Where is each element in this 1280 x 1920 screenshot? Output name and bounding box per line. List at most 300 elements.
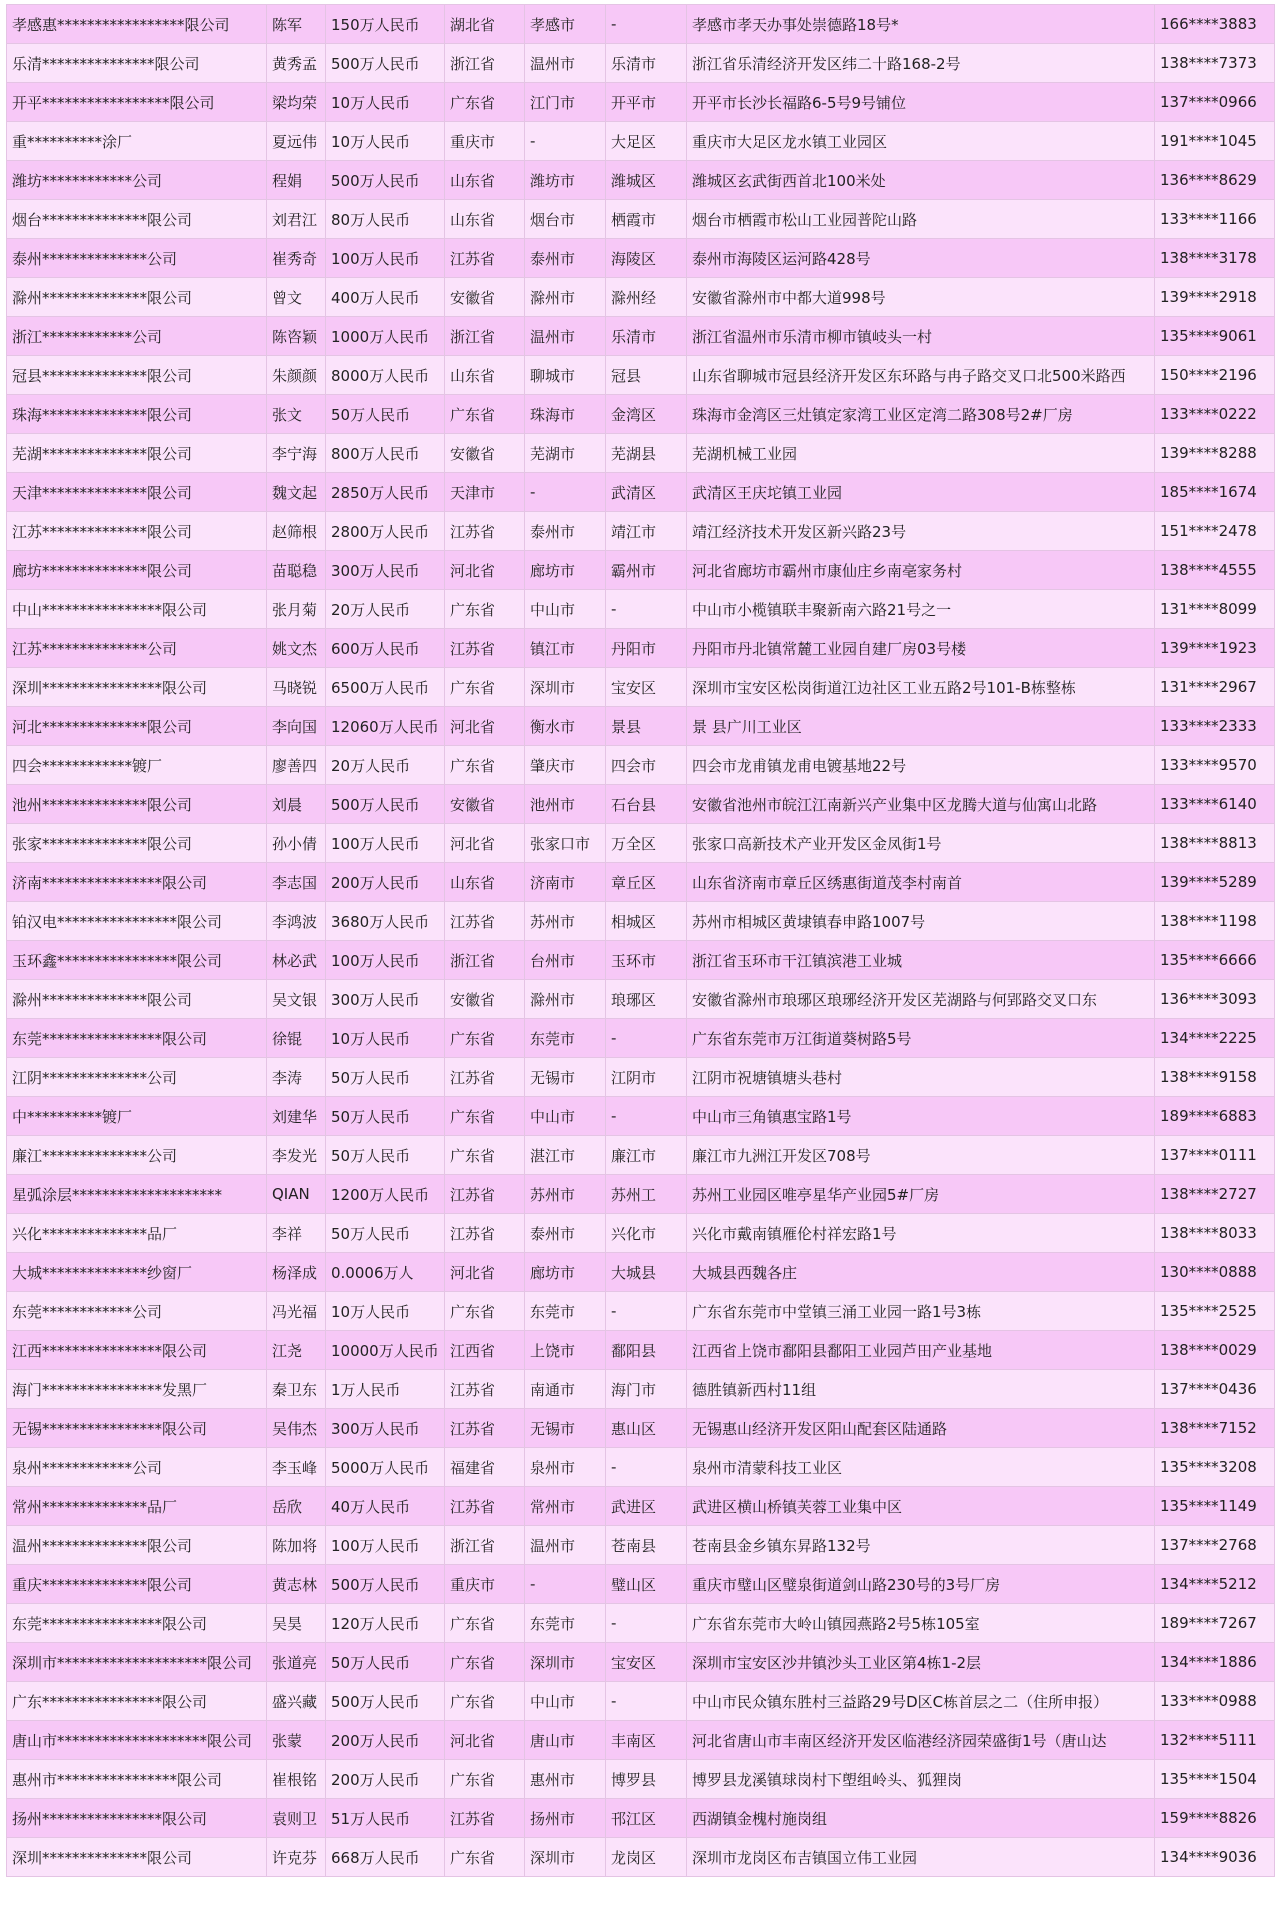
district-cell: 武进区: [606, 1487, 687, 1526]
company-name-cell: 潍坊************公司: [7, 161, 267, 200]
district-cell: 璧山区: [606, 1565, 687, 1604]
phone-cell: 138****8813: [1155, 824, 1275, 863]
phone-cell: 138****9158: [1155, 1058, 1275, 1097]
capital-cell: 150万人民币: [326, 5, 445, 44]
district-cell: 兴化市: [606, 1214, 687, 1253]
district-cell: 宝安区: [606, 1643, 687, 1682]
city-cell: 池州市: [525, 785, 606, 824]
phone-cell: 189****7267: [1155, 1604, 1275, 1643]
capital-cell: 100万人民币: [326, 824, 445, 863]
city-cell: 肇庆市: [525, 746, 606, 785]
table-row: [7, 1682, 1275, 1721]
phone-cell: 136****8629: [1155, 161, 1275, 200]
company-name-cell: 滁州**************限公司: [7, 278, 267, 317]
district-cell: -: [606, 1097, 687, 1136]
address-cell: 丹阳市丹北镇常麓工业园自建厂房03号楼: [687, 629, 1155, 668]
table-row: [7, 668, 1275, 707]
legal-rep-cell: 张文: [267, 395, 326, 434]
company-name-cell: 中山****************限公司: [7, 590, 267, 629]
legal-rep-cell: 陈咨颖: [267, 317, 326, 356]
legal-rep-cell: 冯光福: [267, 1292, 326, 1331]
table-row: [7, 1643, 1275, 1682]
district-cell: 江阴市: [606, 1058, 687, 1097]
province-cell: 浙江省: [445, 941, 525, 980]
phone-cell: 150****2196: [1155, 356, 1275, 395]
city-cell: 孝感市: [525, 5, 606, 44]
phone-cell: 137****0966: [1155, 83, 1275, 122]
province-cell: 安徽省: [445, 980, 525, 1019]
district-cell: 廉江市: [606, 1136, 687, 1175]
address-cell: 深圳市宝安区沙井镇沙头工业区第4栋1-2层: [687, 1643, 1155, 1682]
city-cell: 江门市: [525, 83, 606, 122]
capital-cell: 668万人民币: [326, 1838, 445, 1877]
capital-cell: 200万人民币: [326, 863, 445, 902]
company-name-cell: 开平*****************限公司: [7, 83, 267, 122]
district-cell: -: [606, 1019, 687, 1058]
capital-cell: 20万人民币: [326, 590, 445, 629]
legal-rep-cell: 岳欣: [267, 1487, 326, 1526]
capital-cell: 500万人民币: [326, 1565, 445, 1604]
province-cell: 浙江省: [445, 317, 525, 356]
company-name-cell: 东莞************公司: [7, 1292, 267, 1331]
legal-rep-cell: 盛兴藏: [267, 1682, 326, 1721]
province-cell: 山东省: [445, 200, 525, 239]
company-name-cell: 廉江**************公司: [7, 1136, 267, 1175]
table-row: [7, 356, 1275, 395]
capital-cell: 100万人民币: [326, 941, 445, 980]
legal-rep-cell: 江尧: [267, 1331, 326, 1370]
company-name-cell: 泉州************公司: [7, 1448, 267, 1487]
district-cell: 鄱阳县: [606, 1331, 687, 1370]
table-row: [7, 941, 1275, 980]
city-cell: 东莞市: [525, 1019, 606, 1058]
district-cell: 冠县: [606, 356, 687, 395]
table-row: [7, 1721, 1275, 1760]
phone-cell: 130****0888: [1155, 1253, 1275, 1292]
district-cell: 丰南区: [606, 1721, 687, 1760]
capital-cell: 10万人民币: [326, 83, 445, 122]
capital-cell: 300万人民币: [326, 980, 445, 1019]
capital-cell: 10万人民币: [326, 1019, 445, 1058]
city-cell: 滁州市: [525, 278, 606, 317]
city-cell: 扬州市: [525, 1799, 606, 1838]
city-cell: 湛江市: [525, 1136, 606, 1175]
district-cell: 大足区: [606, 122, 687, 161]
company-name-cell: 泰州**************公司: [7, 239, 267, 278]
table-row: [7, 902, 1275, 941]
city-cell: 南通市: [525, 1370, 606, 1409]
district-cell: 石台县: [606, 785, 687, 824]
district-cell: 靖江市: [606, 512, 687, 551]
capital-cell: 0.0006万人: [326, 1253, 445, 1292]
address-cell: 河北省唐山市丰南区经济开发区临港经济园荣盛街1号（唐山达: [687, 1721, 1155, 1760]
company-name-cell: 江阴**************公司: [7, 1058, 267, 1097]
table-row: [7, 44, 1275, 83]
phone-cell: 138****4555: [1155, 551, 1275, 590]
capital-cell: 1200万人民币: [326, 1175, 445, 1214]
address-cell: 广东省东莞市大岭山镇园燕路2号5栋105室: [687, 1604, 1155, 1643]
phone-cell: 139****5289: [1155, 863, 1275, 902]
address-cell: 苏州工业园区唯亭星华产业园5#厂房: [687, 1175, 1155, 1214]
phone-cell: 133****6140: [1155, 785, 1275, 824]
table-body: [7, 5, 1275, 1877]
company-name-cell: 兴化**************品厂: [7, 1214, 267, 1253]
city-cell: 东莞市: [525, 1604, 606, 1643]
company-name-cell: 滁州**************限公司: [7, 980, 267, 1019]
company-name-cell: 江苏**************公司: [7, 629, 267, 668]
legal-rep-cell: 李志国: [267, 863, 326, 902]
company-name-cell: 重**********涂厂: [7, 122, 267, 161]
address-cell: 潍城区玄武街西首北100米处: [687, 161, 1155, 200]
district-cell: -: [606, 1292, 687, 1331]
address-cell: 无锡惠山经济开发区阳山配套区陆通路: [687, 1409, 1155, 1448]
company-name-cell: 常州**************品厂: [7, 1487, 267, 1526]
district-cell: 乐清市: [606, 317, 687, 356]
legal-rep-cell: 李祥: [267, 1214, 326, 1253]
city-cell: 烟台市: [525, 200, 606, 239]
address-cell: 浙江省玉环市干江镇滨港工业城: [687, 941, 1155, 980]
city-cell: 廊坊市: [525, 551, 606, 590]
phone-cell: 138****8033: [1155, 1214, 1275, 1253]
phone-cell: 135****9061: [1155, 317, 1275, 356]
company-name-cell: 江西****************限公司: [7, 1331, 267, 1370]
capital-cell: 80万人民币: [326, 200, 445, 239]
phone-cell: 131****2967: [1155, 668, 1275, 707]
table-row: [7, 83, 1275, 122]
company-name-cell: 河北**************限公司: [7, 707, 267, 746]
company-name-cell: 冠县**************限公司: [7, 356, 267, 395]
capital-cell: 10万人民币: [326, 122, 445, 161]
city-cell: -: [525, 122, 606, 161]
table-row: [7, 1292, 1275, 1331]
table-row: [7, 1760, 1275, 1799]
capital-cell: 3680万人民币: [326, 902, 445, 941]
district-cell: -: [606, 1604, 687, 1643]
district-cell: 海门市: [606, 1370, 687, 1409]
province-cell: 广东省: [445, 1019, 525, 1058]
district-cell: 苏州工: [606, 1175, 687, 1214]
district-cell: 四会市: [606, 746, 687, 785]
city-cell: 惠州市: [525, 1760, 606, 1799]
address-cell: 中山市三角镇惠宝路1号: [687, 1097, 1155, 1136]
legal-rep-cell: 吴文银: [267, 980, 326, 1019]
capital-cell: 8000万人民币: [326, 356, 445, 395]
province-cell: 浙江省: [445, 44, 525, 83]
capital-cell: 40万人民币: [326, 1487, 445, 1526]
table-row: [7, 161, 1275, 200]
capital-cell: 10000万人民币: [326, 1331, 445, 1370]
company-name-cell: 孝感惠*****************限公司: [7, 5, 267, 44]
city-cell: 台州市: [525, 941, 606, 980]
address-cell: 苍南县金乡镇东昇路132号: [687, 1526, 1155, 1565]
capital-cell: 120万人民币: [326, 1604, 445, 1643]
company-name-cell: 深圳****************限公司: [7, 668, 267, 707]
city-cell: 深圳市: [525, 668, 606, 707]
district-cell: 滁州经: [606, 278, 687, 317]
company-name-cell: 四会************镀厂: [7, 746, 267, 785]
table-row: [7, 1409, 1275, 1448]
city-cell: 深圳市: [525, 1643, 606, 1682]
province-cell: 江苏省: [445, 512, 525, 551]
city-cell: 东莞市: [525, 1292, 606, 1331]
legal-rep-cell: 朱颜颜: [267, 356, 326, 395]
city-cell: 温州市: [525, 317, 606, 356]
table-row: [7, 824, 1275, 863]
address-cell: 武进区横山桥镇芙蓉工业集中区: [687, 1487, 1155, 1526]
company-name-cell: 张家**************限公司: [7, 824, 267, 863]
address-cell: 景 县广川工业区: [687, 707, 1155, 746]
address-cell: 西湖镇金槐村施岗组: [687, 1799, 1155, 1838]
address-cell: 江西省上饶市鄱阳县鄱阳工业园芦田产业基地: [687, 1331, 1155, 1370]
address-cell: 广东省东莞市中堂镇三涌工业园一路1号3栋: [687, 1292, 1155, 1331]
district-cell: 大城县: [606, 1253, 687, 1292]
province-cell: 河北省: [445, 824, 525, 863]
capital-cell: 2850万人民币: [326, 473, 445, 512]
province-cell: 广东省: [445, 1136, 525, 1175]
district-cell: 万全区: [606, 824, 687, 863]
company-name-cell: 乐清***************限公司: [7, 44, 267, 83]
legal-rep-cell: 李鸿波: [267, 902, 326, 941]
province-cell: 广东省: [445, 1760, 525, 1799]
city-cell: 衡水市: [525, 707, 606, 746]
phone-cell: 151****2478: [1155, 512, 1275, 551]
province-cell: 江苏省: [445, 239, 525, 278]
table-row: [7, 512, 1275, 551]
province-cell: 广东省: [445, 1682, 525, 1721]
table-row: [7, 434, 1275, 473]
district-cell: 开平市: [606, 83, 687, 122]
company-name-cell: 东莞****************限公司: [7, 1604, 267, 1643]
company-name-cell: 大城**************纱窗厂: [7, 1253, 267, 1292]
city-cell: 泉州市: [525, 1448, 606, 1487]
address-cell: 大城县西魏各庄: [687, 1253, 1155, 1292]
capital-cell: 500万人民币: [326, 1682, 445, 1721]
table-row: [7, 863, 1275, 902]
company-name-cell: 廊坊**************限公司: [7, 551, 267, 590]
legal-rep-cell: 赵筛根: [267, 512, 326, 551]
phone-cell: 132****5111: [1155, 1721, 1275, 1760]
legal-rep-cell: 吴昊: [267, 1604, 326, 1643]
phone-cell: 133****1166: [1155, 200, 1275, 239]
phone-cell: 159****8826: [1155, 1799, 1275, 1838]
company-name-cell: 海门****************发黑厂: [7, 1370, 267, 1409]
capital-cell: 500万人民币: [326, 161, 445, 200]
phone-cell: 133****9570: [1155, 746, 1275, 785]
province-cell: 广东省: [445, 395, 525, 434]
address-cell: 广东省东莞市万江街道葵树路5号: [687, 1019, 1155, 1058]
phone-cell: 138****7152: [1155, 1409, 1275, 1448]
city-cell: 温州市: [525, 44, 606, 83]
province-cell: 山东省: [445, 356, 525, 395]
address-cell: 烟台市栖霞市松山工业园普陀山路: [687, 200, 1155, 239]
legal-rep-cell: 崔秀奇: [267, 239, 326, 278]
city-cell: 聊城市: [525, 356, 606, 395]
capital-cell: 20万人民币: [326, 746, 445, 785]
table-row: [7, 1526, 1275, 1565]
legal-rep-cell: 徐锟: [267, 1019, 326, 1058]
capital-cell: 51万人民币: [326, 1799, 445, 1838]
phone-cell: 135****1504: [1155, 1760, 1275, 1799]
address-cell: 廉江市九洲江开发区708号: [687, 1136, 1155, 1175]
legal-rep-cell: 刘君江: [267, 200, 326, 239]
province-cell: 广东省: [445, 746, 525, 785]
phone-cell: 137****0436: [1155, 1370, 1275, 1409]
company-name-cell: 天津**************限公司: [7, 473, 267, 512]
city-cell: 中山市: [525, 1097, 606, 1136]
legal-rep-cell: 夏远伟: [267, 122, 326, 161]
city-cell: 中山市: [525, 1682, 606, 1721]
capital-cell: 6500万人民币: [326, 668, 445, 707]
phone-cell: 134****2225: [1155, 1019, 1275, 1058]
legal-rep-cell: 苗聪稳: [267, 551, 326, 590]
table-row: [7, 395, 1275, 434]
phone-cell: 137****2768: [1155, 1526, 1275, 1565]
table-row: [7, 746, 1275, 785]
province-cell: 天津市: [445, 473, 525, 512]
district-cell: 琅琊区: [606, 980, 687, 1019]
province-cell: 江苏省: [445, 1175, 525, 1214]
capital-cell: 5000万人民币: [326, 1448, 445, 1487]
table-row: [7, 785, 1275, 824]
company-name-cell: 中**********镀厂: [7, 1097, 267, 1136]
address-cell: 中山市民众镇东胜村三益路29号D区C栋首层之二（住所申报）: [687, 1682, 1155, 1721]
capital-cell: 50万人民币: [326, 1643, 445, 1682]
legal-rep-cell: 许克芬: [267, 1838, 326, 1877]
table-row: [7, 1058, 1275, 1097]
legal-rep-cell: 杨泽成: [267, 1253, 326, 1292]
province-cell: 江西省: [445, 1331, 525, 1370]
province-cell: 重庆市: [445, 122, 525, 161]
table-row: [7, 5, 1275, 44]
table-row: [7, 1136, 1275, 1175]
capital-cell: 300万人民币: [326, 1409, 445, 1448]
legal-rep-cell: 刘建华: [267, 1097, 326, 1136]
phone-cell: 138****0029: [1155, 1331, 1275, 1370]
address-cell: 兴化市戴南镇雁伦村祥宏路1号: [687, 1214, 1155, 1253]
capital-cell: 500万人民币: [326, 44, 445, 83]
district-cell: 武清区: [606, 473, 687, 512]
capital-cell: 12060万人民币: [326, 707, 445, 746]
phone-cell: 135****3208: [1155, 1448, 1275, 1487]
phone-cell: 131****8099: [1155, 590, 1275, 629]
company-name-cell: 温州**************限公司: [7, 1526, 267, 1565]
city-cell: 镇江市: [525, 629, 606, 668]
company-name-cell: 浙江************公司: [7, 317, 267, 356]
address-cell: 张家口高新技术产业开发区金凤街1号: [687, 824, 1155, 863]
province-cell: 山东省: [445, 161, 525, 200]
address-cell: 山东省聊城市冠县经济开发区东环路与冉子路交叉口北500米路西: [687, 356, 1155, 395]
legal-rep-cell: 李玉峰: [267, 1448, 326, 1487]
company-name-cell: 深圳**************限公司: [7, 1838, 267, 1877]
province-cell: 山东省: [445, 863, 525, 902]
capital-cell: 100万人民币: [326, 239, 445, 278]
table-row: [7, 1214, 1275, 1253]
capital-cell: 800万人民币: [326, 434, 445, 473]
province-cell: 河北省: [445, 551, 525, 590]
legal-rep-cell: 曾文: [267, 278, 326, 317]
province-cell: 广东省: [445, 1838, 525, 1877]
company-name-cell: 深圳市********************限公司: [7, 1643, 267, 1682]
address-cell: 安徽省滁州市中都大道998号: [687, 278, 1155, 317]
phone-cell: 139****8288: [1155, 434, 1275, 473]
province-cell: 广东省: [445, 83, 525, 122]
table-row: [7, 590, 1275, 629]
address-cell: 安徽省池州市皖江江南新兴产业集中区龙腾大道与仙寓山北路: [687, 785, 1155, 824]
table-row: [7, 1799, 1275, 1838]
capital-cell: 200万人民币: [326, 1760, 445, 1799]
address-cell: 开平市长沙长福路6-5号9号铺位: [687, 83, 1155, 122]
district-cell: 博罗县: [606, 1760, 687, 1799]
legal-rep-cell: 李发光: [267, 1136, 326, 1175]
province-cell: 湖北省: [445, 5, 525, 44]
district-cell: -: [606, 5, 687, 44]
table-row: [7, 1448, 1275, 1487]
district-cell: 霸州市: [606, 551, 687, 590]
table-row: [7, 278, 1275, 317]
city-cell: -: [525, 473, 606, 512]
phone-cell: 133****0222: [1155, 395, 1275, 434]
company-name-cell: 池州**************限公司: [7, 785, 267, 824]
phone-cell: 138****1198: [1155, 902, 1275, 941]
city-cell: 唐山市: [525, 1721, 606, 1760]
address-cell: 泉州市清蒙科技工业区: [687, 1448, 1155, 1487]
capital-cell: 100万人民币: [326, 1526, 445, 1565]
province-cell: 安徽省: [445, 278, 525, 317]
company-name-cell: 烟台**************限公司: [7, 200, 267, 239]
city-cell: 珠海市: [525, 395, 606, 434]
legal-rep-cell: 林必武: [267, 941, 326, 980]
phone-cell: 189****6883: [1155, 1097, 1275, 1136]
capital-cell: 1000万人民币: [326, 317, 445, 356]
province-cell: 广东省: [445, 1292, 525, 1331]
address-cell: 深圳市龙岗区布吉镇国立伟工业园: [687, 1838, 1155, 1877]
phone-cell: 135****6666: [1155, 941, 1275, 980]
legal-rep-cell: 袁则卫: [267, 1799, 326, 1838]
address-cell: 博罗县龙溪镇球岗村下塱组岭头、狐狸岗: [687, 1760, 1155, 1799]
phone-cell: 185****1674: [1155, 473, 1275, 512]
district-cell: 邗江区: [606, 1799, 687, 1838]
phone-cell: 133****2333: [1155, 707, 1275, 746]
legal-rep-cell: 魏文起: [267, 473, 326, 512]
province-cell: 广东省: [445, 1643, 525, 1682]
table-row: [7, 122, 1275, 161]
phone-cell: 134****1886: [1155, 1643, 1275, 1682]
city-cell: 上饶市: [525, 1331, 606, 1370]
table-row: [7, 1175, 1275, 1214]
capital-cell: 500万人民币: [326, 785, 445, 824]
city-cell: 苏州市: [525, 902, 606, 941]
company-name-cell: 唐山市********************限公司: [7, 1721, 267, 1760]
legal-rep-cell: 崔根铭: [267, 1760, 326, 1799]
legal-rep-cell: 吴伟杰: [267, 1409, 326, 1448]
district-cell: 宝安区: [606, 668, 687, 707]
address-cell: 浙江省乐清经济开发区纬二十路168-2号: [687, 44, 1155, 83]
district-cell: 海陵区: [606, 239, 687, 278]
phone-cell: 191****1045: [1155, 122, 1275, 161]
capital-cell: 2800万人民币: [326, 512, 445, 551]
table-row: [7, 1331, 1275, 1370]
address-cell: 浙江省温州市乐清市柳市镇岐头一村: [687, 317, 1155, 356]
address-cell: 深圳市宝安区松岗街道江边社区工业五路2号101-B栋整栋: [687, 668, 1155, 707]
phone-cell: 134****9036: [1155, 1838, 1275, 1877]
phone-cell: 135****1149: [1155, 1487, 1275, 1526]
address-cell: 四会市龙甫镇龙甫电镀基地22号: [687, 746, 1155, 785]
province-cell: 江苏省: [445, 902, 525, 941]
address-cell: 武清区王庆坨镇工业园: [687, 473, 1155, 512]
company-name-cell: 扬州****************限公司: [7, 1799, 267, 1838]
province-cell: 河北省: [445, 1253, 525, 1292]
table-row: [7, 239, 1275, 278]
